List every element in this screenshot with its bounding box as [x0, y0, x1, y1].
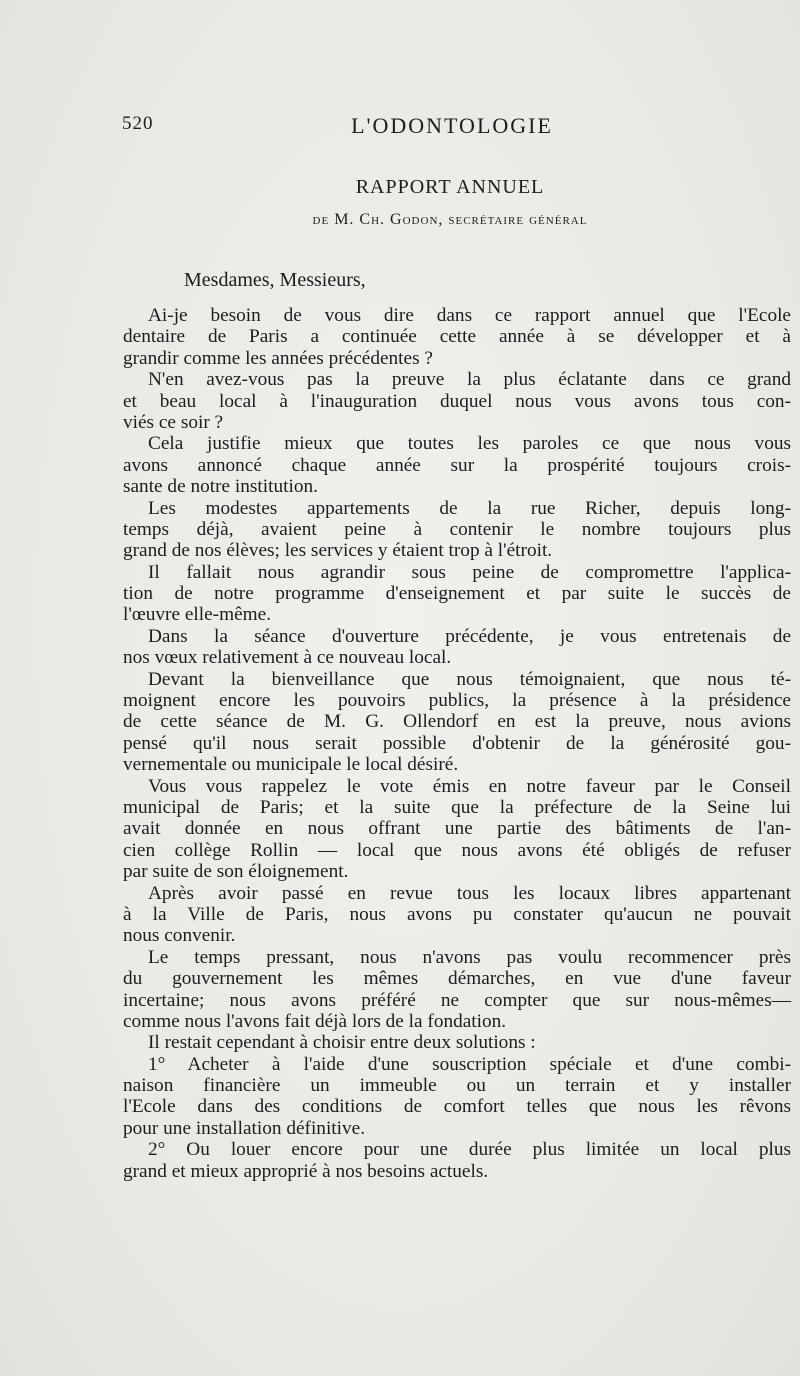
text-line: avait donnée en nous offrant une partie des bâtiments de l'an-	[123, 818, 791, 840]
text-line: tion de notre programme d'enseignement et par suite le succès de	[123, 583, 791, 605]
text-line: l'Ecole dans des conditions de comfort telles que nous les rêvons	[123, 1096, 791, 1118]
text-line: Les modestes appartements de la rue Richer, depuis long-	[148, 497, 791, 519]
text-line: Le temps pressant, nous n'avons pas voulu recommencer près	[148, 946, 791, 968]
text-line: sante de notre institution.	[123, 476, 318, 498]
text-line: incertaine; nous avons préféré ne compter que sur nous-mêmes—	[123, 989, 791, 1011]
text-line: de cette séance de M. G. Ollendorf en est la preuve, nous avions	[123, 711, 791, 733]
text-line: Cela justifie mieux que toutes les paroles ce que nous vous	[148, 433, 791, 455]
text-line: l'œuvre elle-même.	[123, 604, 272, 626]
text-line: nous convenir.	[123, 925, 236, 947]
text-line: Il fallait nous agrandir sous peine de compromettre l'applica-	[148, 561, 791, 583]
text-line: Dans la séance d'ouverture précédente, je vous entretenais de	[148, 625, 791, 647]
report-title: RAPPORT ANNUEL	[355, 176, 545, 198]
text-line: vernementale ou municipale le local désiré.	[123, 754, 459, 776]
text-line: Devant la bienveillance que nous témoignaient, que nous té-	[148, 668, 791, 690]
text-line: naison financière un immeuble ou un terrain et y installer	[123, 1075, 791, 1097]
text-line: dentaire de Paris a continuée cette année à se développer et à	[123, 326, 791, 348]
text-line: avons annoncé chaque année sur la prospérité toujours crois-	[123, 454, 791, 476]
text-line: grand et mieux approprié à nos besoins actuels.	[123, 1160, 489, 1182]
text-line: par suite de son éloignement.	[123, 861, 349, 883]
text-line: temps déjà, avaient peine à contenir le nombre toujours plus	[123, 518, 791, 540]
text-line: grandir comme les années précédentes ?	[123, 347, 433, 369]
text-line: comme nous l'avons fait déjà lors de la fondation.	[123, 1010, 507, 1032]
text-line: cien collège Rollin — local que nous avons été obligés de refuser	[123, 839, 791, 861]
text-line: Vous vous rappelez le vote émis en notre faveur par le Conseil	[148, 775, 791, 797]
running-head	[122, 113, 782, 143]
text-line: N'en avez-vous pas la preuve la plus éclatante dans ce grand	[148, 369, 791, 391]
page-number: 520	[122, 113, 154, 134]
text-line: pensé qu'il nous serait possible d'obtenir de la générosité gou-	[123, 732, 791, 754]
text-line: moignent encore les pouvoirs publics, la présence à la présidence	[123, 690, 791, 712]
text-line: municipal de Paris; et la suite que la préfecture de la Seine lui	[123, 796, 791, 818]
text-line: Il restait cependant à choisir entre deux solutions :	[148, 1032, 536, 1054]
text-line: pour une installation définitive.	[123, 1117, 366, 1139]
salutation: Mesdames, Messieurs,	[184, 269, 366, 291]
report-byline: de M. Ch. Godon, secrétaire général	[312, 211, 588, 228]
text-line: et beau local à l'inauguration duquel nous vous avons tous con-	[123, 390, 791, 412]
text-line: 2° Ou louer encore pour une durée plus limitée un local plus	[148, 1139, 791, 1161]
report-body	[123, 305, 791, 1182]
text-line: Après avoir passé en revue tous les locaux libres appartenant	[148, 882, 791, 904]
text-line: du gouvernement les mêmes démarches, en vue d'une faveur	[123, 968, 791, 990]
journal-title: L'ODONTOLOGIE	[351, 113, 553, 138]
text-line: viés ce soir ?	[123, 411, 224, 433]
text-line: Ai-je besoin de vous dire dans ce rapport annuel que l'Ecole	[148, 305, 791, 326]
text-line: 1° Acheter à l'aide d'une souscription spéciale et d'une combi-	[148, 1053, 791, 1075]
text-line: à la Ville de Paris, nous avons pu constater qu'aucun ne pouvait	[123, 903, 791, 925]
text-line: nos vœux relativement à ce nouveau local.	[123, 647, 452, 669]
text-line: grand de nos élèves; les services y étaient trop à l'étroit.	[123, 540, 553, 562]
